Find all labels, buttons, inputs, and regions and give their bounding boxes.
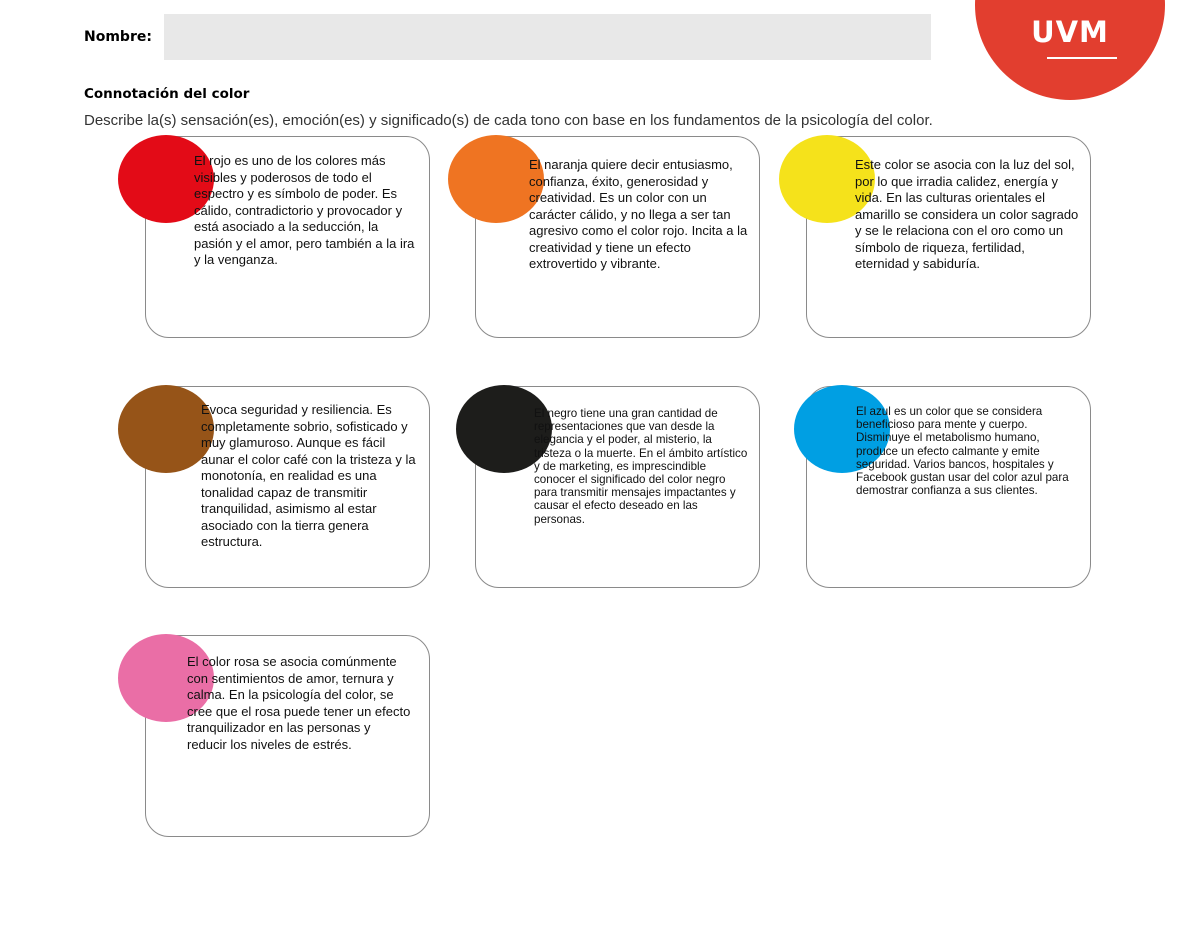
red-card-text: El rojo es uno de los colores más visibles y poderosos de todo el espectro y es símbolo de poder. Es cálido, contradictorio y provocador y está asociado a la seducción, la pasión y el amor, pero también a la ira y la venganza. — [194, 153, 415, 267]
instructions-text: Describe la(s) sensación(es), emoción(es) y significado(s) de cada tono con base en los fundamentos de la psicología del color. — [84, 112, 933, 129]
section-title: Connotación del color — [84, 86, 250, 102]
blue-card-text: El azul es un color que se considera beneficioso para mente y cuerpo. Disminuye el metabolismo humano, produce un efecto calmante y emite seguridad. Varios bancos, hospitales y Facebook gustan usar del color azul para demostrar confianza a sus clientes. — [856, 405, 1069, 498]
name-label: Nombre: — [84, 29, 152, 45]
yellow-card-text: Este color se asocia con la luz del sol, por lo que irradia calidez, energía y vida. En las culturas orientales el amarillo se considera un color sagrado y se le relaciona con el oro como un símbolo de riqueza, fertilidad, eternidad y sabiduría. — [855, 157, 1079, 271]
orange-card-text: El naranja quiere decir entusiasmo, confianza, éxito, generosidad y creatividad. Es un color con un carácter cálido, y no llega a ser tan agresivo como el color rojo. Incita a la creatividad y tiene un efecto extrovertido y vibrante. — [529, 157, 748, 271]
pink-card-text: El color rosa se asocia comúnmente con sentimientos de amor, ternura y calma. En la psicología del color, se cree que el rosa puede tener un efecto tranquilizador en las personas y reducir los niveles de estrés. — [187, 654, 411, 752]
brown-color-swatch — [118, 385, 214, 473]
uvm-logo-rule — [1047, 57, 1117, 59]
uvm-logo-text: UVM — [1031, 15, 1109, 49]
name-field[interactable] — [164, 14, 931, 60]
brown-card-text: Evoca seguridad y resiliencia. Es completamente sobrio, sofisticado y muy glamuroso. Aunque es fácil aunar el color café con la tristeza y la monotonía, en realidad es una tonalidad capaz de transmitir tranquilidad, asimismo al estar asociado con la tierra genera estructura. — [201, 402, 416, 549]
uvm-logo — [975, 0, 1165, 100]
black-card-text: El negro tiene una gran cantidad de representaciones que van desde la elegancia y el poder, al misterio, la tristeza o la muerte. En el ámbito artístico y de marketing, es imprescindible conocer el significado del color negro para transmitir mensajes impactantes y causar el efecto deseado en las personas. — [534, 407, 748, 526]
